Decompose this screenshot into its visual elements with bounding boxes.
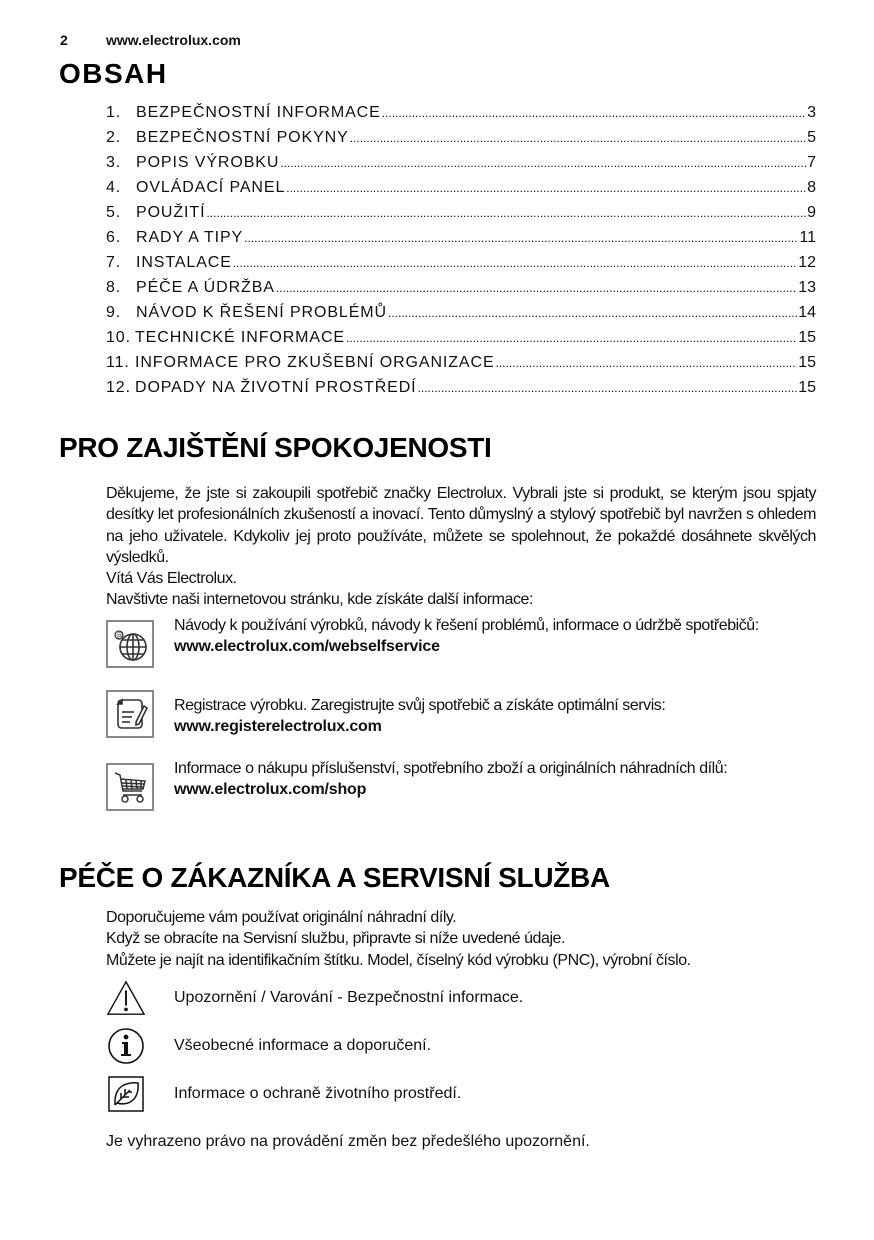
link-block-register	[106, 690, 816, 738]
toc-item-page: 14	[798, 304, 816, 321]
care-line: Můžete je najít na identifikačním štítku. Model, číselný kód výrobku (PNC), výrobní číslo.	[106, 951, 691, 969]
globe-icon	[106, 620, 154, 668]
care-line: Doporučujeme vám používat originální náhradní díly.	[106, 909, 457, 926]
link-block-webselfservice	[106, 615, 816, 668]
webselfservice-link[interactable]: www.electrolux.com/webselfservice	[174, 638, 440, 655]
toc-item-number: 8.	[106, 279, 122, 296]
toc-leader-dots	[496, 354, 798, 372]
toc-item-page: 7	[807, 154, 816, 171]
toc-item[interactable]	[106, 129, 816, 154]
link-description: Informace o nákupu příslušenství, spotřebního zboží a originálních náhradních dílů:	[174, 760, 728, 777]
leaf-icon	[106, 1074, 146, 1114]
page-number: 2	[60, 32, 68, 48]
website-url: www.electrolux.com	[106, 32, 241, 48]
register-link[interactable]: www.registerelectrolux.com	[174, 718, 382, 735]
care-line: Když se obracíte na Servisní službu, připravte si níže uvedené údaje.	[106, 930, 566, 948]
toc-item-page: 15	[798, 379, 816, 396]
toc-leader-dots	[346, 329, 797, 347]
toc-item-number: 12.	[106, 379, 131, 396]
customer-care-heading: PÉČE O ZÁKAZNÍKA A SERVISNÍ SLUŽBA	[59, 862, 610, 893]
toc-item[interactable]	[106, 254, 816, 279]
toc-item-number: 5.	[106, 204, 122, 221]
satisfaction-heading: PRO ZAJIŠTĚNÍ SPOKOJENOSTI	[59, 432, 492, 463]
svg-text:@: @	[116, 631, 124, 640]
symbol-row-info	[106, 1026, 431, 1066]
toc-item-title: TECHNICKÉ INFORMACE	[135, 329, 345, 346]
toc-item-title: BEZPEČNOSTNÍ POKYNY	[136, 129, 349, 146]
toc-item-number: 1.	[106, 104, 122, 121]
toc-item[interactable]	[106, 204, 816, 229]
visit-text: Navštivte naši internetovou stránku, kde získáte další informace:	[106, 591, 533, 609]
toc-item-page: 15	[798, 329, 816, 346]
toc-item-number: 4.	[106, 179, 122, 196]
toc-item-title: BEZPEČNOSTNÍ INFORMACE	[136, 104, 381, 121]
toc-item-page: 13	[798, 279, 816, 296]
toc-heading: OBSAH	[59, 58, 168, 89]
toc-item[interactable]	[106, 354, 816, 379]
toc-leader-dots	[382, 104, 806, 122]
toc-item-title: PÉČE A ÚDRŽBA	[136, 279, 275, 296]
toc-item[interactable]	[106, 279, 816, 304]
toc-item[interactable]	[106, 179, 816, 204]
toc-item[interactable]	[106, 154, 816, 179]
toc-leader-dots	[276, 279, 797, 297]
symbol-description: Všeobecné informace a doporučení.	[174, 1037, 432, 1054]
disclaimer-text: Je vyhrazeno právo na provádění změn bez předešlého upozornění.	[106, 1133, 590, 1150]
toc-leader-dots	[418, 379, 798, 397]
registration-icon	[106, 690, 154, 738]
toc-leader-dots	[388, 304, 797, 322]
toc-item[interactable]	[106, 229, 816, 254]
toc-item-title: INSTALACE	[136, 254, 232, 271]
toc-item-title: INFORMACE PRO ZKUŠEBNÍ ORGANIZACE	[135, 354, 495, 371]
page-header	[60, 32, 241, 48]
link-description: Návody k používání výrobků, návody k řešení problémů, informace o údržbě spotřebičů:	[174, 617, 759, 634]
intro-paragraph: Děkujeme, že jste si zakoupili spotřebič značky Electrolux. Vybrali jste si produkt, se kterým jsou spjaty desítky let profesionálních zkušeností a inovací. Tento důmyslný a stylový spotřebič byl navržen s ohledem na jeho uživatele. Kdykoliv jej proto používáte, můžete se spolehnout, že pokaždé dosáhnete skvělých výsledků.	[106, 485, 816, 566]
toc-leader-dots	[350, 129, 806, 147]
toc-item-number: 3.	[106, 154, 122, 171]
customer-care-text	[106, 907, 816, 971]
symbol-row-environment	[106, 1074, 461, 1114]
table-of-contents	[106, 104, 816, 404]
toc-leader-dots	[280, 154, 806, 172]
toc-item[interactable]	[106, 329, 816, 354]
info-icon	[106, 1026, 146, 1066]
toc-item[interactable]	[106, 304, 816, 329]
toc-leader-dots	[233, 254, 797, 272]
toc-item-page: 11	[799, 229, 816, 246]
toc-item-page: 12	[798, 254, 816, 271]
toc-item[interactable]	[106, 379, 816, 404]
link-block-shop	[106, 758, 816, 811]
shop-link[interactable]: www.electrolux.com/shop	[174, 781, 367, 798]
toc-item-page: 9	[807, 204, 816, 221]
toc-item-title: DOPADY NA ŽIVOTNÍ PROSTŘEDÍ	[135, 379, 417, 396]
toc-item-number: 9.	[106, 304, 122, 321]
toc-item-title: POPIS VÝROBKU	[136, 154, 280, 171]
toc-item[interactable]	[106, 104, 816, 129]
toc-leader-dots	[206, 204, 806, 222]
greeting-text: Vítá Vás Electrolux.	[106, 570, 237, 588]
toc-leader-dots	[286, 179, 806, 197]
toc-item-number: 6.	[106, 229, 122, 246]
toc-item-title: POUŽITÍ	[136, 204, 206, 221]
toc-item-title: NÁVOD K ŘEŠENÍ PROBLÉMŮ	[136, 304, 387, 321]
toc-item-title: RADY A TIPY	[136, 229, 244, 246]
toc-item-number: 2.	[106, 129, 122, 146]
intro-section	[106, 483, 816, 611]
symbol-description: Informace o ochraně životního prostředí.	[174, 1085, 462, 1102]
toc-item-page: 5	[807, 129, 816, 146]
link-description: Registrace výrobku. Zaregistrujte svůj spotřebič a získáte optimální servis:	[174, 697, 666, 714]
toc-leader-dots	[244, 229, 798, 247]
warning-triangle-icon	[106, 978, 146, 1018]
toc-item-number: 11.	[106, 354, 130, 371]
toc-item-number: 7.	[106, 254, 122, 271]
toc-item-page: 15	[798, 354, 816, 371]
toc-item-page: 3	[807, 104, 816, 121]
toc-item-page: 8	[807, 179, 816, 196]
shopping-cart-icon	[106, 763, 154, 811]
symbol-row-warning	[106, 978, 523, 1018]
toc-item-number: 10.	[106, 329, 131, 346]
symbol-description: Upozornění / Varování - Bezpečnostní informace.	[174, 989, 524, 1006]
toc-item-title: OVLÁDACÍ PANEL	[136, 179, 286, 196]
